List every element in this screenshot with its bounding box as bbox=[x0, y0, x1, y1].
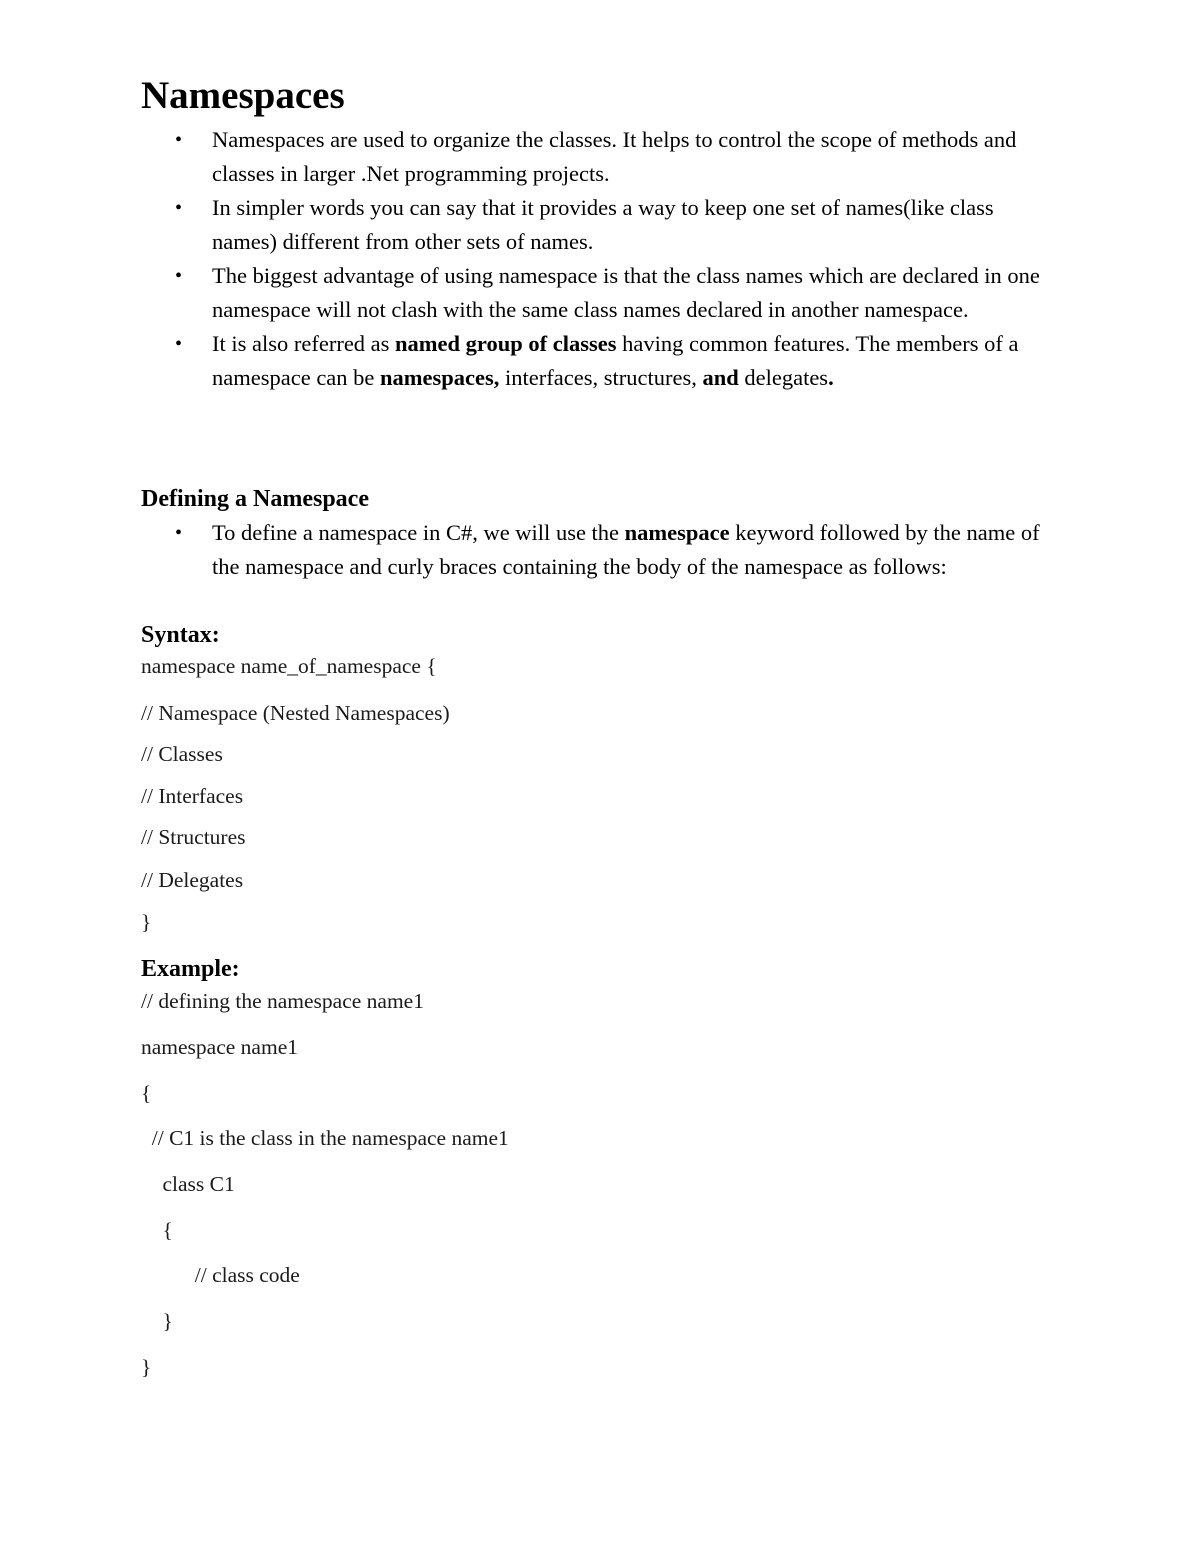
bold-text: and bbox=[702, 365, 739, 390]
bullet-dot-icon: • bbox=[175, 129, 183, 151]
bullet-text: having common features. The members of a namespace can be bbox=[212, 331, 1019, 390]
defining-heading: Defining a Namespace bbox=[141, 486, 369, 512]
bullet-item bbox=[141, 259, 1061, 327]
intro-bullet-list bbox=[141, 123, 1061, 395]
page-title: Namespaces bbox=[141, 74, 345, 117]
code-line: // Structures bbox=[141, 825, 246, 849]
code-line: { bbox=[141, 1081, 152, 1105]
bold-text: named group of classes bbox=[395, 331, 617, 356]
bullet-dot-icon: • bbox=[175, 333, 183, 355]
defining-bullet-list bbox=[141, 516, 1061, 584]
code-line: // class code bbox=[141, 1263, 300, 1287]
bold-text: . bbox=[828, 365, 834, 390]
bullet-text: keyword followed by the name of the namespace and curly braces containing the body of the namespace as follows: bbox=[212, 520, 1040, 579]
code-line: // Namespace (Nested Namespaces) bbox=[141, 701, 450, 725]
code-line: { bbox=[141, 1218, 173, 1242]
example-heading: Example: bbox=[141, 956, 240, 982]
bullet-item bbox=[141, 191, 1061, 259]
bullet-item bbox=[141, 123, 1061, 191]
bullet-text: interfaces, structures, bbox=[499, 365, 703, 390]
code-line: // Delegates bbox=[141, 868, 244, 892]
bullet-text: Namespaces are used to organize the classes. It helps to control the scope of methods and classes in larger .Net programming projects. bbox=[212, 127, 1017, 186]
bullet-text: It is also referred as bbox=[212, 331, 396, 356]
bold-text: namespaces, bbox=[380, 365, 500, 390]
bullet-text: In simpler words you can say that it provides a way to keep one set of names(like class names) different from other sets of names. bbox=[212, 195, 994, 254]
bullet-text: The biggest advantage of using namespace is that the class names which are declared in one namespace will not clash with the same class names declared in another namespace. bbox=[212, 263, 1040, 322]
code-line: namespace name1 bbox=[141, 1035, 298, 1059]
bullet-text: delegates bbox=[738, 365, 829, 390]
code-line: namespace name_of_namespace { bbox=[141, 654, 437, 678]
bullet-item bbox=[141, 516, 1061, 584]
bullet-dot-icon: • bbox=[175, 522, 183, 544]
bullet-text: To define a namespace in C#, we will use the bbox=[212, 520, 625, 545]
syntax-heading: Syntax: bbox=[141, 622, 220, 648]
code-line: class C1 bbox=[141, 1172, 235, 1196]
code-line: } bbox=[141, 1355, 152, 1379]
bullet-dot-icon: • bbox=[175, 265, 183, 287]
bullet-dot-icon: • bbox=[175, 197, 183, 219]
code-line: // Interfaces bbox=[141, 784, 244, 808]
bullet-item bbox=[141, 327, 1061, 395]
code-line: // Classes bbox=[141, 742, 223, 766]
code-line: } bbox=[141, 910, 152, 934]
code-line: } bbox=[141, 1309, 173, 1333]
bold-text: namespace bbox=[624, 520, 730, 545]
code-line: // C1 is the class in the namespace name1 bbox=[141, 1126, 509, 1150]
code-line: // defining the namespace name1 bbox=[141, 989, 424, 1013]
